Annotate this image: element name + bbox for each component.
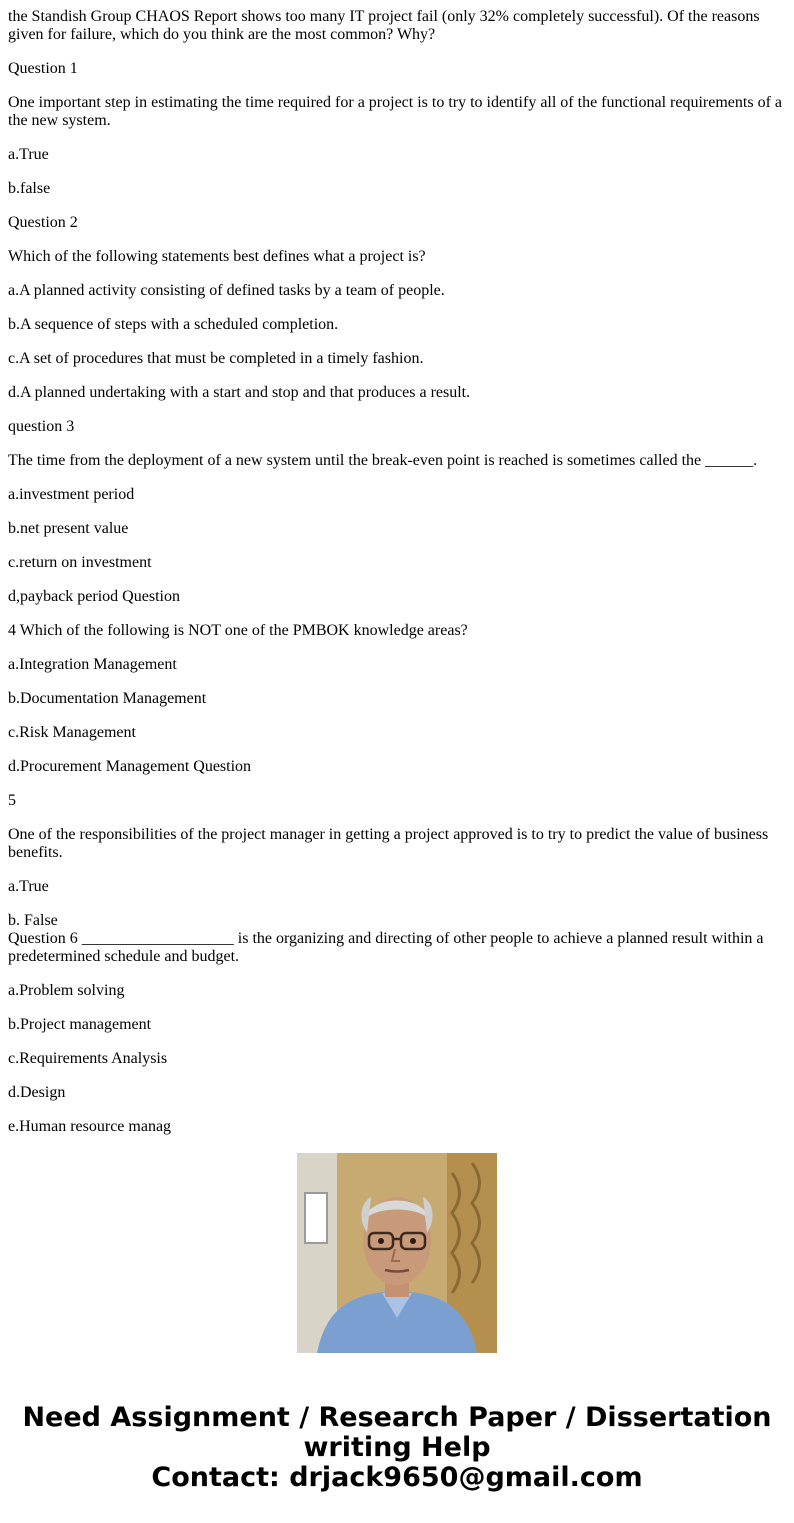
- promo-contact: Contact: drjack9650@gmail.com: [151, 1462, 643, 1493]
- question-4-option-a: a.Integration Management: [8, 656, 177, 673]
- question-4-text: 4 Which of the following is NOT one of the PMBOK knowledge areas?: [8, 622, 468, 639]
- promo-line-1: Need Assignment / Research Paper / Dissertation: [22, 1402, 772, 1433]
- question-document: [8, 8, 786, 1135]
- question-3-option-d: d,payback period Question: [8, 588, 180, 605]
- question-3-heading: question 3: [8, 418, 75, 435]
- question-2-option-c: c.A set of procedures that must be completed in a timely fashion.: [8, 350, 424, 367]
- question-2-option-a: a.A planned activity consisting of defined tasks by a team of people.: [8, 282, 445, 299]
- question-4-option-c: c.Risk Management: [8, 724, 136, 741]
- question-2-option-b: b.A sequence of steps with a scheduled completion.: [8, 316, 339, 333]
- question-6-option-d: d.Design: [8, 1084, 66, 1101]
- author-photo: [297, 1153, 497, 1353]
- question-6-option-a: a.Problem solving: [8, 982, 125, 999]
- question-6-text: Question 6 ___________________ is the organizing and directing of other people to achieve a planned result within a predetermined schedule and budget.: [8, 930, 764, 965]
- question-3-option-a: a.investment period: [8, 486, 135, 503]
- question-5-option-a: a.True: [8, 878, 49, 895]
- question-1-text: One important step in estimating the time required for a project is to try to identify all of the functional requirements of a the new system.: [8, 94, 782, 129]
- question-3-option-b: b.net present value: [8, 520, 129, 537]
- question-2-heading: Question 2: [8, 214, 78, 231]
- question-1-option-a: a.True: [8, 146, 49, 163]
- question-1-heading: Question 1: [8, 60, 78, 77]
- promo-banner: [0, 1403, 794, 1493]
- author-portrait-illustration: [297, 1153, 497, 1353]
- question-1-option-b: b.false: [8, 180, 51, 197]
- promo-line-2: writing Help: [303, 1432, 491, 1463]
- question-6-option-c: c.Requirements Analysis: [8, 1050, 168, 1067]
- question-6-option-b: b.Project management: [8, 1016, 152, 1033]
- question-2-option-d: d.A planned undertaking with a start and stop and that produces a result.: [8, 384, 471, 401]
- question-3-text: The time from the deployment of a new system until the break-even point is reached is sometimes called the ______.: [8, 452, 758, 469]
- intro-text: the Standish Group CHAOS Report shows too many IT project fail (only 32% completely successful). Of the reasons given for failure, which do you think are the most common? Why?: [8, 8, 760, 43]
- question-5-text: One of the responsibilities of the project manager in getting a project approved is to try to predict the value of business benefits.: [8, 826, 769, 861]
- question-3-option-c: c.return on investment: [8, 554, 152, 571]
- question-4-option-b: b.Documentation Management: [8, 690, 207, 707]
- question-6-option-e-cut: e.Human resource manag: [8, 1118, 172, 1135]
- question-5-option-b: b. False: [8, 912, 58, 929]
- question-4-option-d: d.Procurement Management Question: [8, 758, 252, 775]
- question-5-heading: 5: [8, 792, 16, 809]
- question-2-text: Which of the following statements best defines what a project is?: [8, 248, 426, 265]
